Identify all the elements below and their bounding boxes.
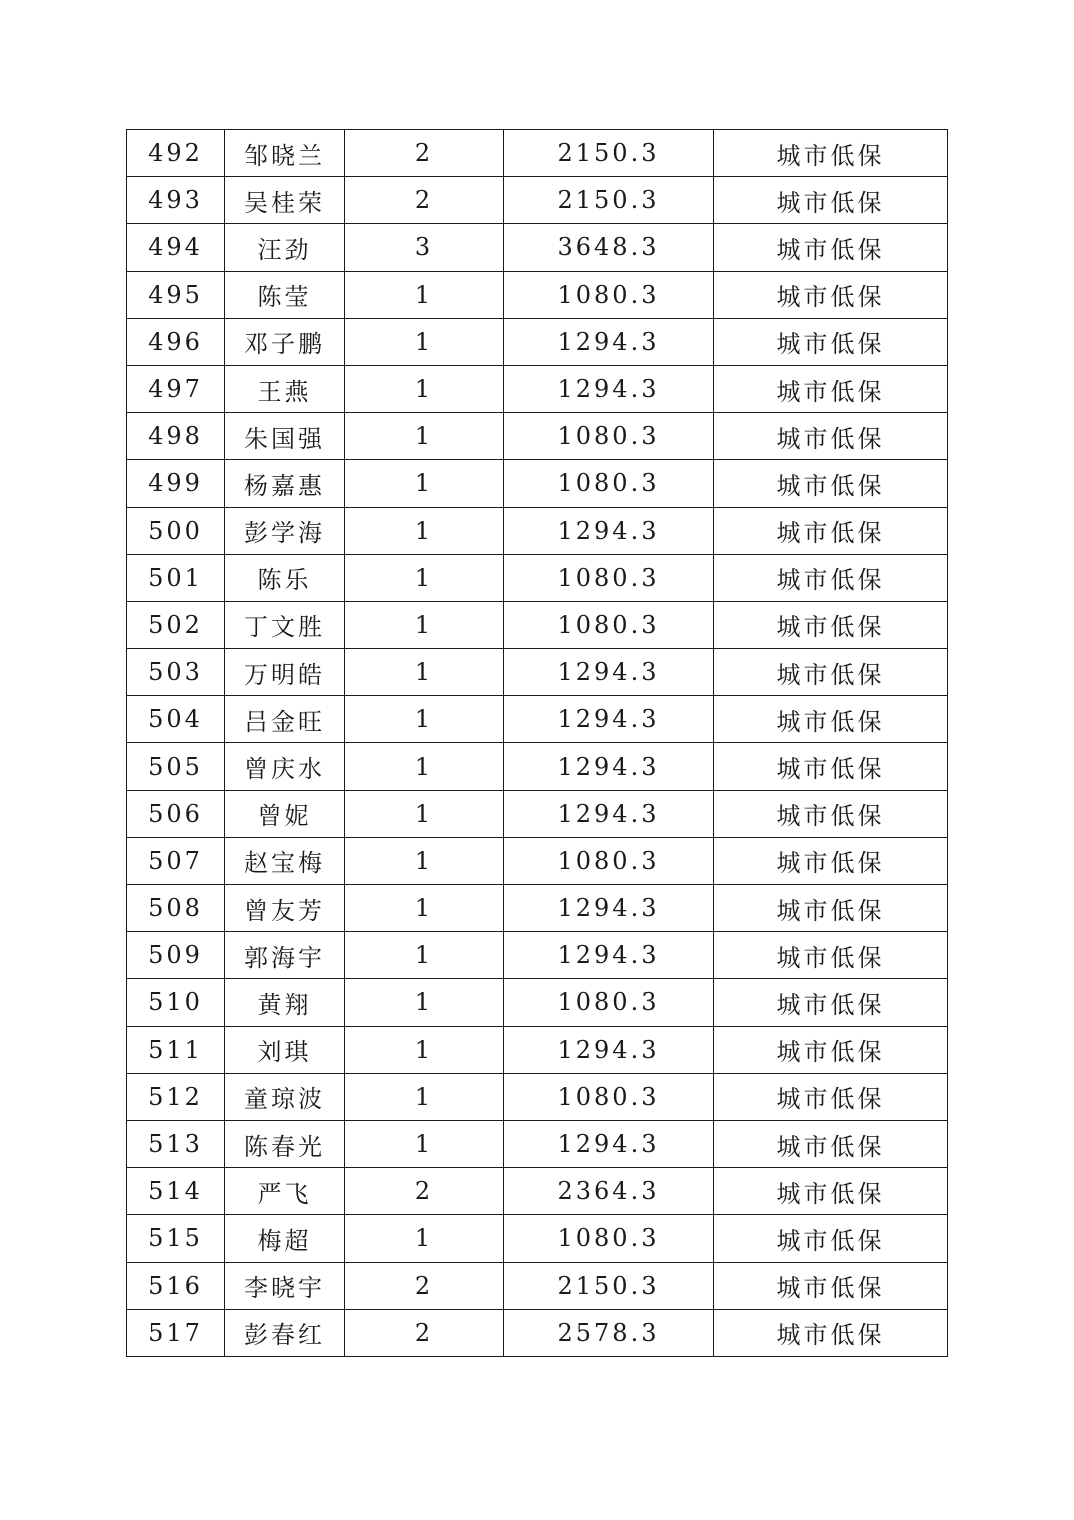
row-number-cell: 516	[127, 1262, 225, 1309]
amount-cell: 3648.3	[504, 224, 714, 271]
table-row	[127, 130, 948, 177]
household-size-cell: 2	[345, 1168, 504, 1215]
assistance-type-cell: 城市低保	[714, 1309, 948, 1356]
recipient-name-cell: 朱国强	[225, 413, 345, 460]
row-number-cell: 512	[127, 1073, 225, 1120]
household-size-cell: 2	[345, 130, 504, 177]
row-number-cell: 501	[127, 554, 225, 601]
recipient-name-cell: 吴桂荣	[225, 177, 345, 224]
assistance-type-cell: 城市低保	[714, 837, 948, 884]
recipient-name-cell: 曾庆水	[225, 743, 345, 790]
amount-cell: 1080.3	[504, 1073, 714, 1120]
row-number-cell: 507	[127, 837, 225, 884]
amount-cell: 1294.3	[504, 743, 714, 790]
row-number-cell: 499	[127, 460, 225, 507]
row-number-cell: 506	[127, 790, 225, 837]
household-size-cell: 1	[345, 1026, 504, 1073]
household-size-cell: 1	[345, 318, 504, 365]
recipient-name-cell: 陈乐	[225, 554, 345, 601]
assistance-type-cell: 城市低保	[714, 1215, 948, 1262]
row-number-cell: 513	[127, 1120, 225, 1167]
household-size-cell: 1	[345, 460, 504, 507]
assistance-type-cell: 城市低保	[714, 1120, 948, 1167]
household-size-cell: 1	[345, 1120, 504, 1167]
table-row	[127, 365, 948, 412]
amount-cell: 1294.3	[504, 932, 714, 979]
row-number-cell: 511	[127, 1026, 225, 1073]
household-size-cell: 1	[345, 365, 504, 412]
recipient-name-cell: 李晓宇	[225, 1262, 345, 1309]
household-size-cell: 1	[345, 1215, 504, 1262]
assistance-type-cell: 城市低保	[714, 1262, 948, 1309]
recipient-name-cell: 曾妮	[225, 790, 345, 837]
assistance-type-cell: 城市低保	[714, 649, 948, 696]
amount-cell: 1294.3	[504, 1026, 714, 1073]
amount-cell: 1294.3	[504, 318, 714, 365]
assistance-type-cell: 城市低保	[714, 460, 948, 507]
recipient-name-cell: 王燕	[225, 365, 345, 412]
assistance-type-cell: 城市低保	[714, 932, 948, 979]
assistance-type-cell: 城市低保	[714, 318, 948, 365]
household-size-cell: 2	[345, 1262, 504, 1309]
row-number-cell: 493	[127, 177, 225, 224]
table-row	[127, 507, 948, 554]
row-number-cell: 494	[127, 224, 225, 271]
table-row	[127, 1168, 948, 1215]
table-row	[127, 1073, 948, 1120]
household-size-cell: 2	[345, 1309, 504, 1356]
household-size-cell: 1	[345, 979, 504, 1026]
row-number-cell: 510	[127, 979, 225, 1026]
amount-cell: 1294.3	[504, 649, 714, 696]
assistance-type-cell: 城市低保	[714, 1168, 948, 1215]
row-number-cell: 503	[127, 649, 225, 696]
assistance-type-cell: 城市低保	[714, 601, 948, 648]
amount-cell: 1294.3	[504, 1120, 714, 1167]
household-size-cell: 1	[345, 271, 504, 318]
recipient-name-cell: 陈莹	[225, 271, 345, 318]
amount-cell: 2364.3	[504, 1168, 714, 1215]
table-row	[127, 1026, 948, 1073]
recipient-name-cell: 刘琪	[225, 1026, 345, 1073]
assistance-type-cell: 城市低保	[714, 790, 948, 837]
recipient-name-cell: 杨嘉惠	[225, 460, 345, 507]
recipient-name-cell: 汪劲	[225, 224, 345, 271]
household-size-cell: 1	[345, 743, 504, 790]
household-size-cell: 1	[345, 696, 504, 743]
table-row	[127, 885, 948, 932]
amount-cell: 2150.3	[504, 177, 714, 224]
household-size-cell: 1	[345, 885, 504, 932]
household-size-cell: 1	[345, 649, 504, 696]
assistance-type-cell: 城市低保	[714, 413, 948, 460]
table-row	[127, 413, 948, 460]
amount-cell: 1080.3	[504, 1215, 714, 1262]
table-row	[127, 601, 948, 648]
table-row	[127, 696, 948, 743]
recipient-name-cell: 严飞	[225, 1168, 345, 1215]
assistance-type-cell: 城市低保	[714, 224, 948, 271]
row-number-cell: 496	[127, 318, 225, 365]
assistance-type-cell: 城市低保	[714, 554, 948, 601]
amount-cell: 2150.3	[504, 1262, 714, 1309]
household-size-cell: 3	[345, 224, 504, 271]
recipient-name-cell: 梅超	[225, 1215, 345, 1262]
recipient-name-cell: 郭海宇	[225, 932, 345, 979]
table-row	[127, 790, 948, 837]
table-row	[127, 932, 948, 979]
amount-cell: 1294.3	[504, 365, 714, 412]
roster-table-body	[127, 130, 948, 1357]
table-row	[127, 1215, 948, 1262]
assistance-type-cell: 城市低保	[714, 271, 948, 318]
amount-cell: 1080.3	[504, 837, 714, 884]
row-number-cell: 509	[127, 932, 225, 979]
household-size-cell: 2	[345, 177, 504, 224]
assistance-roster-table	[126, 129, 948, 1357]
household-size-cell: 1	[345, 837, 504, 884]
amount-cell: 1294.3	[504, 507, 714, 554]
amount-cell: 1080.3	[504, 554, 714, 601]
row-number-cell: 497	[127, 365, 225, 412]
amount-cell: 1080.3	[504, 460, 714, 507]
recipient-name-cell: 彭春红	[225, 1309, 345, 1356]
amount-cell: 1080.3	[504, 413, 714, 460]
row-number-cell: 508	[127, 885, 225, 932]
household-size-cell: 1	[345, 507, 504, 554]
household-size-cell: 1	[345, 790, 504, 837]
assistance-type-cell: 城市低保	[714, 365, 948, 412]
table-row	[127, 1262, 948, 1309]
row-number-cell: 492	[127, 130, 225, 177]
assistance-type-cell: 城市低保	[714, 696, 948, 743]
row-number-cell: 502	[127, 601, 225, 648]
recipient-name-cell: 丁文胜	[225, 601, 345, 648]
table-row	[127, 177, 948, 224]
row-number-cell: 504	[127, 696, 225, 743]
amount-cell: 1294.3	[504, 790, 714, 837]
amount-cell: 1294.3	[504, 696, 714, 743]
row-number-cell: 514	[127, 1168, 225, 1215]
assistance-type-cell: 城市低保	[714, 130, 948, 177]
table-row	[127, 460, 948, 507]
assistance-type-cell: 城市低保	[714, 507, 948, 554]
table-row	[127, 224, 948, 271]
amount-cell: 1080.3	[504, 271, 714, 318]
amount-cell: 1080.3	[504, 601, 714, 648]
recipient-name-cell: 邓子鹏	[225, 318, 345, 365]
table-row	[127, 318, 948, 365]
household-size-cell: 1	[345, 554, 504, 601]
assistance-type-cell: 城市低保	[714, 743, 948, 790]
recipient-name-cell: 吕金旺	[225, 696, 345, 743]
amount-cell: 1080.3	[504, 979, 714, 1026]
household-size-cell: 1	[345, 413, 504, 460]
household-size-cell: 1	[345, 1073, 504, 1120]
table-row	[127, 649, 948, 696]
row-number-cell: 500	[127, 507, 225, 554]
table-row	[127, 1309, 948, 1356]
recipient-name-cell: 陈春光	[225, 1120, 345, 1167]
row-number-cell: 515	[127, 1215, 225, 1262]
row-number-cell: 505	[127, 743, 225, 790]
recipient-name-cell: 彭学海	[225, 507, 345, 554]
recipient-name-cell: 邹晓兰	[225, 130, 345, 177]
table-row	[127, 271, 948, 318]
household-size-cell: 1	[345, 601, 504, 648]
assistance-type-cell: 城市低保	[714, 1073, 948, 1120]
row-number-cell: 495	[127, 271, 225, 318]
table-row	[127, 554, 948, 601]
row-number-cell: 517	[127, 1309, 225, 1356]
recipient-name-cell: 赵宝梅	[225, 837, 345, 884]
recipient-name-cell: 童琼波	[225, 1073, 345, 1120]
table-row	[127, 743, 948, 790]
assistance-type-cell: 城市低保	[714, 177, 948, 224]
recipient-name-cell: 曾友芳	[225, 885, 345, 932]
assistance-type-cell: 城市低保	[714, 979, 948, 1026]
amount-cell: 1294.3	[504, 885, 714, 932]
recipient-name-cell: 黄翔	[225, 979, 345, 1026]
amount-cell: 2578.3	[504, 1309, 714, 1356]
row-number-cell: 498	[127, 413, 225, 460]
table-row	[127, 1120, 948, 1167]
household-size-cell: 1	[345, 932, 504, 979]
assistance-type-cell: 城市低保	[714, 1026, 948, 1073]
table-row	[127, 837, 948, 884]
amount-cell: 2150.3	[504, 130, 714, 177]
assistance-type-cell: 城市低保	[714, 885, 948, 932]
table-row	[127, 979, 948, 1026]
recipient-name-cell: 万明皓	[225, 649, 345, 696]
